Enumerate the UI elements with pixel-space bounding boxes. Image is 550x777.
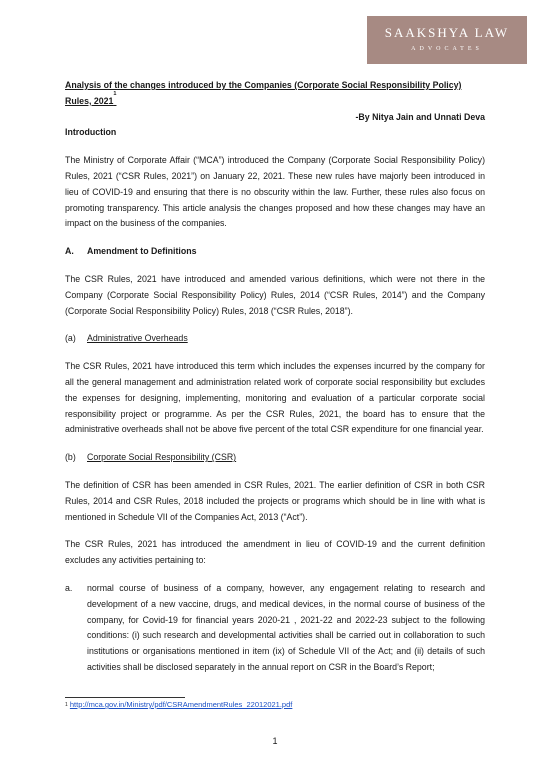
section-a-title: Amendment to Definitions xyxy=(87,246,197,257)
byline: -By Nitya Jain and Unnati Deva xyxy=(355,111,485,122)
logo-subtitle: ADVOCATES xyxy=(411,46,483,52)
list-item-marker: a. xyxy=(65,582,73,593)
subsection-b-number: (b) xyxy=(65,452,76,463)
subsection-b-paragraph-2: The CSR Rules, 2021 has introduced the amendment in lieu of COVID-19 and the current definition excludes any activities pertaining to: xyxy=(65,539,485,566)
logo-name: SAAKSHYA LAW xyxy=(384,25,510,40)
subsection-a-number: (a) xyxy=(65,333,76,344)
list-item-text: normal course of business of a company, however, any engagement relating to research and development of a new vaccine, drugs, and medical devices, in the normal course of business of the company, for Covid-19 for financial years 2020-21 , 2021-22 and 2022-23 subject to the following conditions: (i) such research and developmental activities shall be carried out in collaboration to such institutions or organisations mentioned in item (ix) of Schedule VII of the Act; and (ii) details of such activities shall be disclosed separately in the annual report on CSR in the Board’s Report; xyxy=(87,582,485,672)
intro-heading: Introduction xyxy=(65,127,117,138)
page-number: 1 xyxy=(272,736,278,746)
intro-paragraph: The Ministry of Corporate Affair (“MCA”) introduced the Company (Corporate Social Responsibility Policy) Rules, 2021 (“CSR Rules, 2021”) on January 22, 2021. These new rules have majorly been introduced in lieu of COVID-19 and ensuring that there is no obscurity within the law. Further, these rules also focus on promoting transparency. This article analysis the changes proposed and how these changes may have an impact on the business of the companies. xyxy=(65,155,485,229)
firm-logo xyxy=(367,16,527,64)
section-a-heading xyxy=(65,244,485,260)
footnote-link[interactable]: http://mca.gov.in/Ministry/pdf/CSRAmendmentRules_22012021.pdf xyxy=(69,700,293,709)
document-body xyxy=(65,78,485,676)
subsection-b-paragraph-1: The definition of CSR has been amended in CSR Rules, 2021. The earlier definition of CSR in both CSR Rules, 2014 and CSR Rules, 2018 included the projects or programs which should be in line with what is mentioned in Schedule VII of the Companies Act, 2013 (“Act”). xyxy=(65,479,485,522)
footnote xyxy=(65,700,292,710)
subsection-a-heading xyxy=(65,331,485,347)
footnote-number: 1 xyxy=(65,702,68,708)
document-title xyxy=(65,78,485,110)
document-title-text: Analysis of the changes introduced by the Companies (Corporate Social Responsibility Policy) Rules, 2021 xyxy=(65,80,462,106)
subsection-b-heading xyxy=(65,450,485,466)
subsection-a-paragraph: The CSR Rules, 2021 have introduced this term which includes the expenses incurred by the company for all the general management and administration related work of corporate social responsibility but excludes the expenses for designing, implementing, monitoring and evaluation of a particular corporate social responsibility project or programme. As per the CSR Rules, 2021, the board has to ensure that the administrative overheads shall not be above five percent of the total CSR expenditure for one financial year. xyxy=(65,361,485,435)
subsection-b-title: Corporate Social Responsibility (CSR) xyxy=(87,452,237,463)
list-item xyxy=(65,581,485,676)
section-a-paragraph: The CSR Rules, 2021 have introduced and amended various definitions, which were not there in the Company (Corporate Social Responsibility Policy) Rules, 2014 (“CSR Rules, 2014”) and the Company (Corporate Social Responsibility Policy) Rules, 2018 (“CSR Rules, 2018”). xyxy=(65,273,485,316)
title-footnote-ref[interactable]: 1 xyxy=(113,90,117,97)
footnote-divider xyxy=(65,697,185,698)
subsection-a-title: Administrative Overheads xyxy=(87,333,188,344)
section-a-letter: A. xyxy=(65,246,74,257)
